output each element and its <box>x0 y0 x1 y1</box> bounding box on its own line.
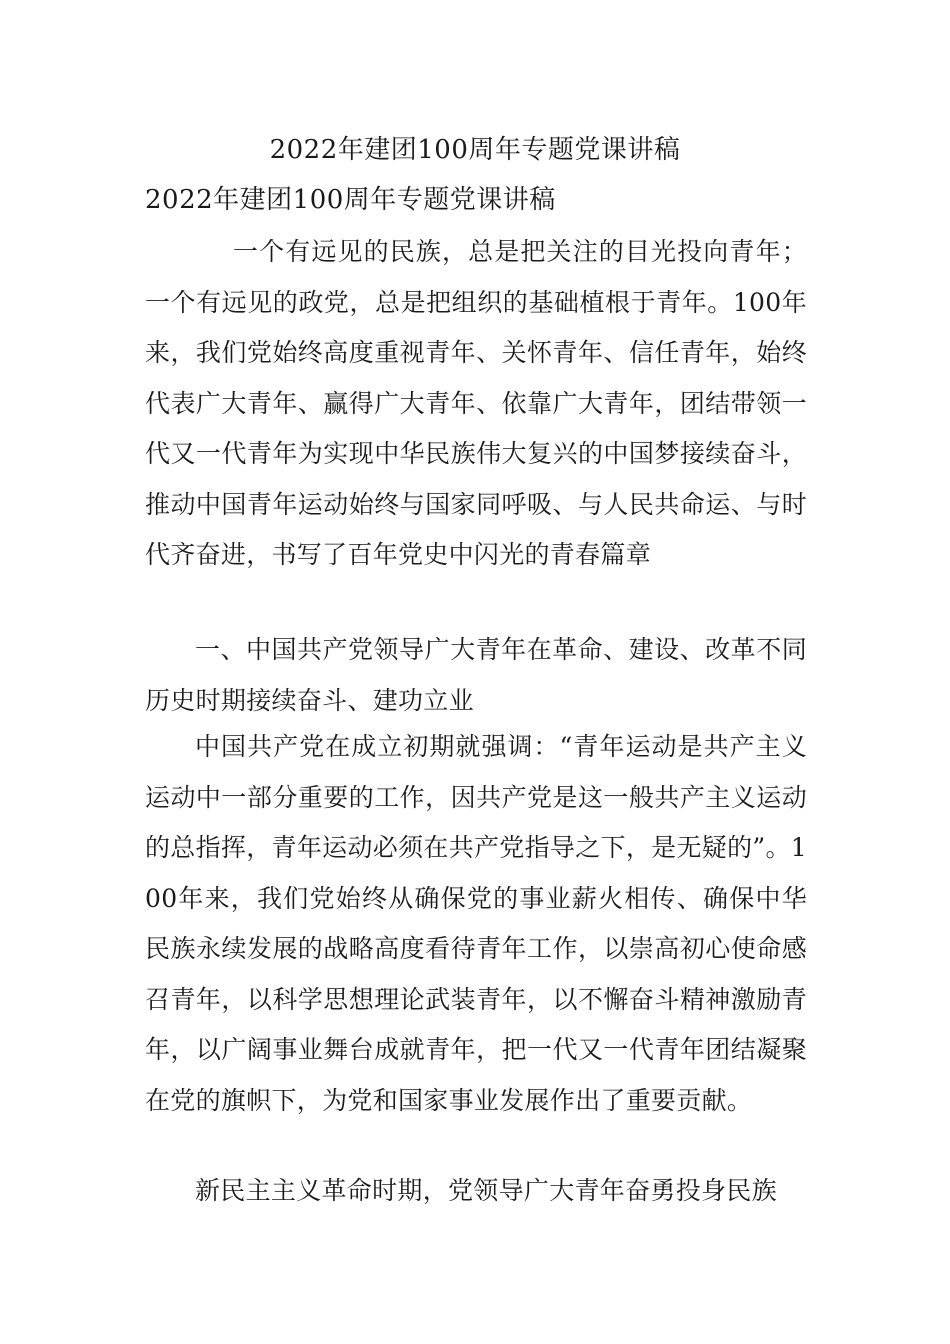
section-heading-1: 一、中国共产党领导广大青年在革命、建设、改革不同历史时期接续奋斗、建功立业 <box>145 635 807 715</box>
document-title: 2022年建团100周年专题党课讲稿 <box>269 135 681 165</box>
body-paragraph-1: 中国共产党在成立初期就强调：“青年运动是共产主义运动中一部分重要的工作，因共产党是这一般共产主义运动的总指挥，青年运动必须在共产党指导之下，是无疑的”。100年来，我们党始终从确保党的事业薪火相传、确保中华民族永续发展的战略高度看待青年工作，以崇高初心使命感召青年，以科学思想理论武装青年，以不懈奋斗精神激励青年，以广阔事业舞台成就青年，把一代又一代青年团结凝聚在党的旗帜下，为党和国家事业发展作出了重要贡献。 <box>145 732 807 1115</box>
intro-paragraph: 一个有远见的民族，总是把关注的目光投向青年；一个有远见的政党，总是把组织的基础植根于青年。100年来，我们党始终高度重视青年、关怀青年、信任青年，始终代表广大青年、赢得广大青年、依靠广大青年，团结带领一代又一代青年为实现中华民族伟大复兴的中国梦接续奋斗，推动中国青年运动始终与国家同呼吸、与人民共命运、与时代齐奋进，书写了百年党史中闪光的青春篇章 <box>145 237 807 569</box>
body-paragraph-2: 新民主主义革命时期，党领导广大青年奋勇投身民族 <box>195 1176 777 1205</box>
document-subtitle: 2022年建团100周年专题党课讲稿 <box>145 185 556 215</box>
